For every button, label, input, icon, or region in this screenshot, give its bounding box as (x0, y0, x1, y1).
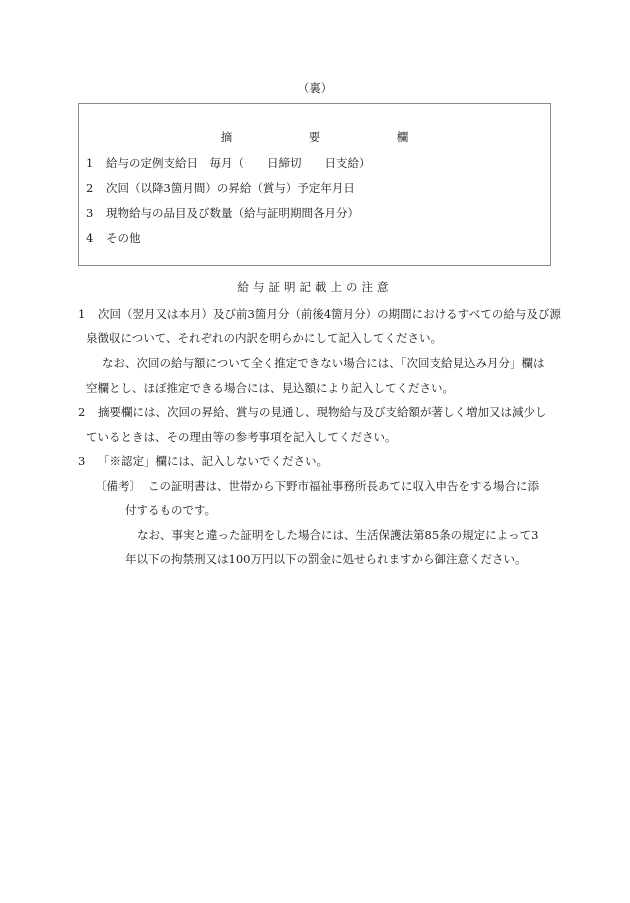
item-number: 3 (86, 206, 94, 220)
note-line: ているときは、その理由等の参考事項を記入してください。 (86, 430, 397, 444)
remarks-line: なお、事実と違った証明をした場合には、生活保護法第85条の規定によって3 (137, 528, 539, 542)
summary-item (86, 206, 371, 231)
summary-item-list (86, 156, 371, 256)
note-line: 空欄とし、ほぼ推定できる場合には、見込額により記入してください。 (86, 381, 454, 395)
summary-title-char: 欄 (396, 130, 409, 144)
summary-item (86, 156, 371, 181)
notes-title: 給与証明記載上の注意 (237, 280, 393, 294)
remarks-line: 付するものです。 (125, 503, 217, 517)
note-line (78, 454, 328, 468)
note-text: 「※認定」欄には、記入しないでください。 (98, 454, 328, 468)
item-text: その他 (106, 231, 141, 245)
page-side-label: （裏） (297, 81, 333, 95)
note-text: 次回（翌月又は本月）及び前3箇月分（前後4箇月分）の期間におけるすべての給与及び源 (98, 307, 561, 321)
remarks-line: 年以下の拘禁刑又は100万円以下の罰金に処せられますから御注意ください。 (125, 552, 527, 566)
note-text: 摘要欄には、次回の昇給、賞与の見通し、現物給与及び支給額が著しく増加又は減少し (98, 405, 547, 419)
note-line (78, 307, 561, 321)
note-number: 1 (78, 307, 86, 321)
summary-title-char: 要 (308, 130, 321, 144)
summary-item (86, 231, 371, 256)
note-line: 泉徴収について、それぞれの内訳を明らかにして記入してください。 (86, 331, 443, 345)
remarks-label: 〔備考〕 (95, 479, 141, 493)
item-text: 給与の定例支給日 毎月（ 日締切 日支給） (106, 156, 371, 170)
summary-title-char: 摘 (220, 130, 233, 144)
item-text: 次回（以降3箇月間）の昇給（賞与）予定年月日 (106, 181, 355, 195)
item-text: 現物給与の品目及び数量（給与証明期間各月分） (106, 206, 359, 220)
summary-box (78, 103, 551, 266)
note-number: 2 (78, 405, 86, 419)
item-number: 1 (86, 156, 94, 170)
item-number: 4 (86, 231, 94, 245)
note-line: なお、次回の給与額について全く推定できない場合には、「次回支給見込み月分」欄は (102, 356, 545, 370)
item-number: 2 (86, 181, 94, 195)
note-line (78, 405, 547, 419)
summary-box-title (79, 129, 550, 145)
note-number: 3 (78, 454, 86, 468)
summary-item (86, 181, 371, 206)
remarks-line: この証明書は、世帯から下野市福祉事務所長あてに収入申告をする場合に添 (148, 479, 539, 493)
